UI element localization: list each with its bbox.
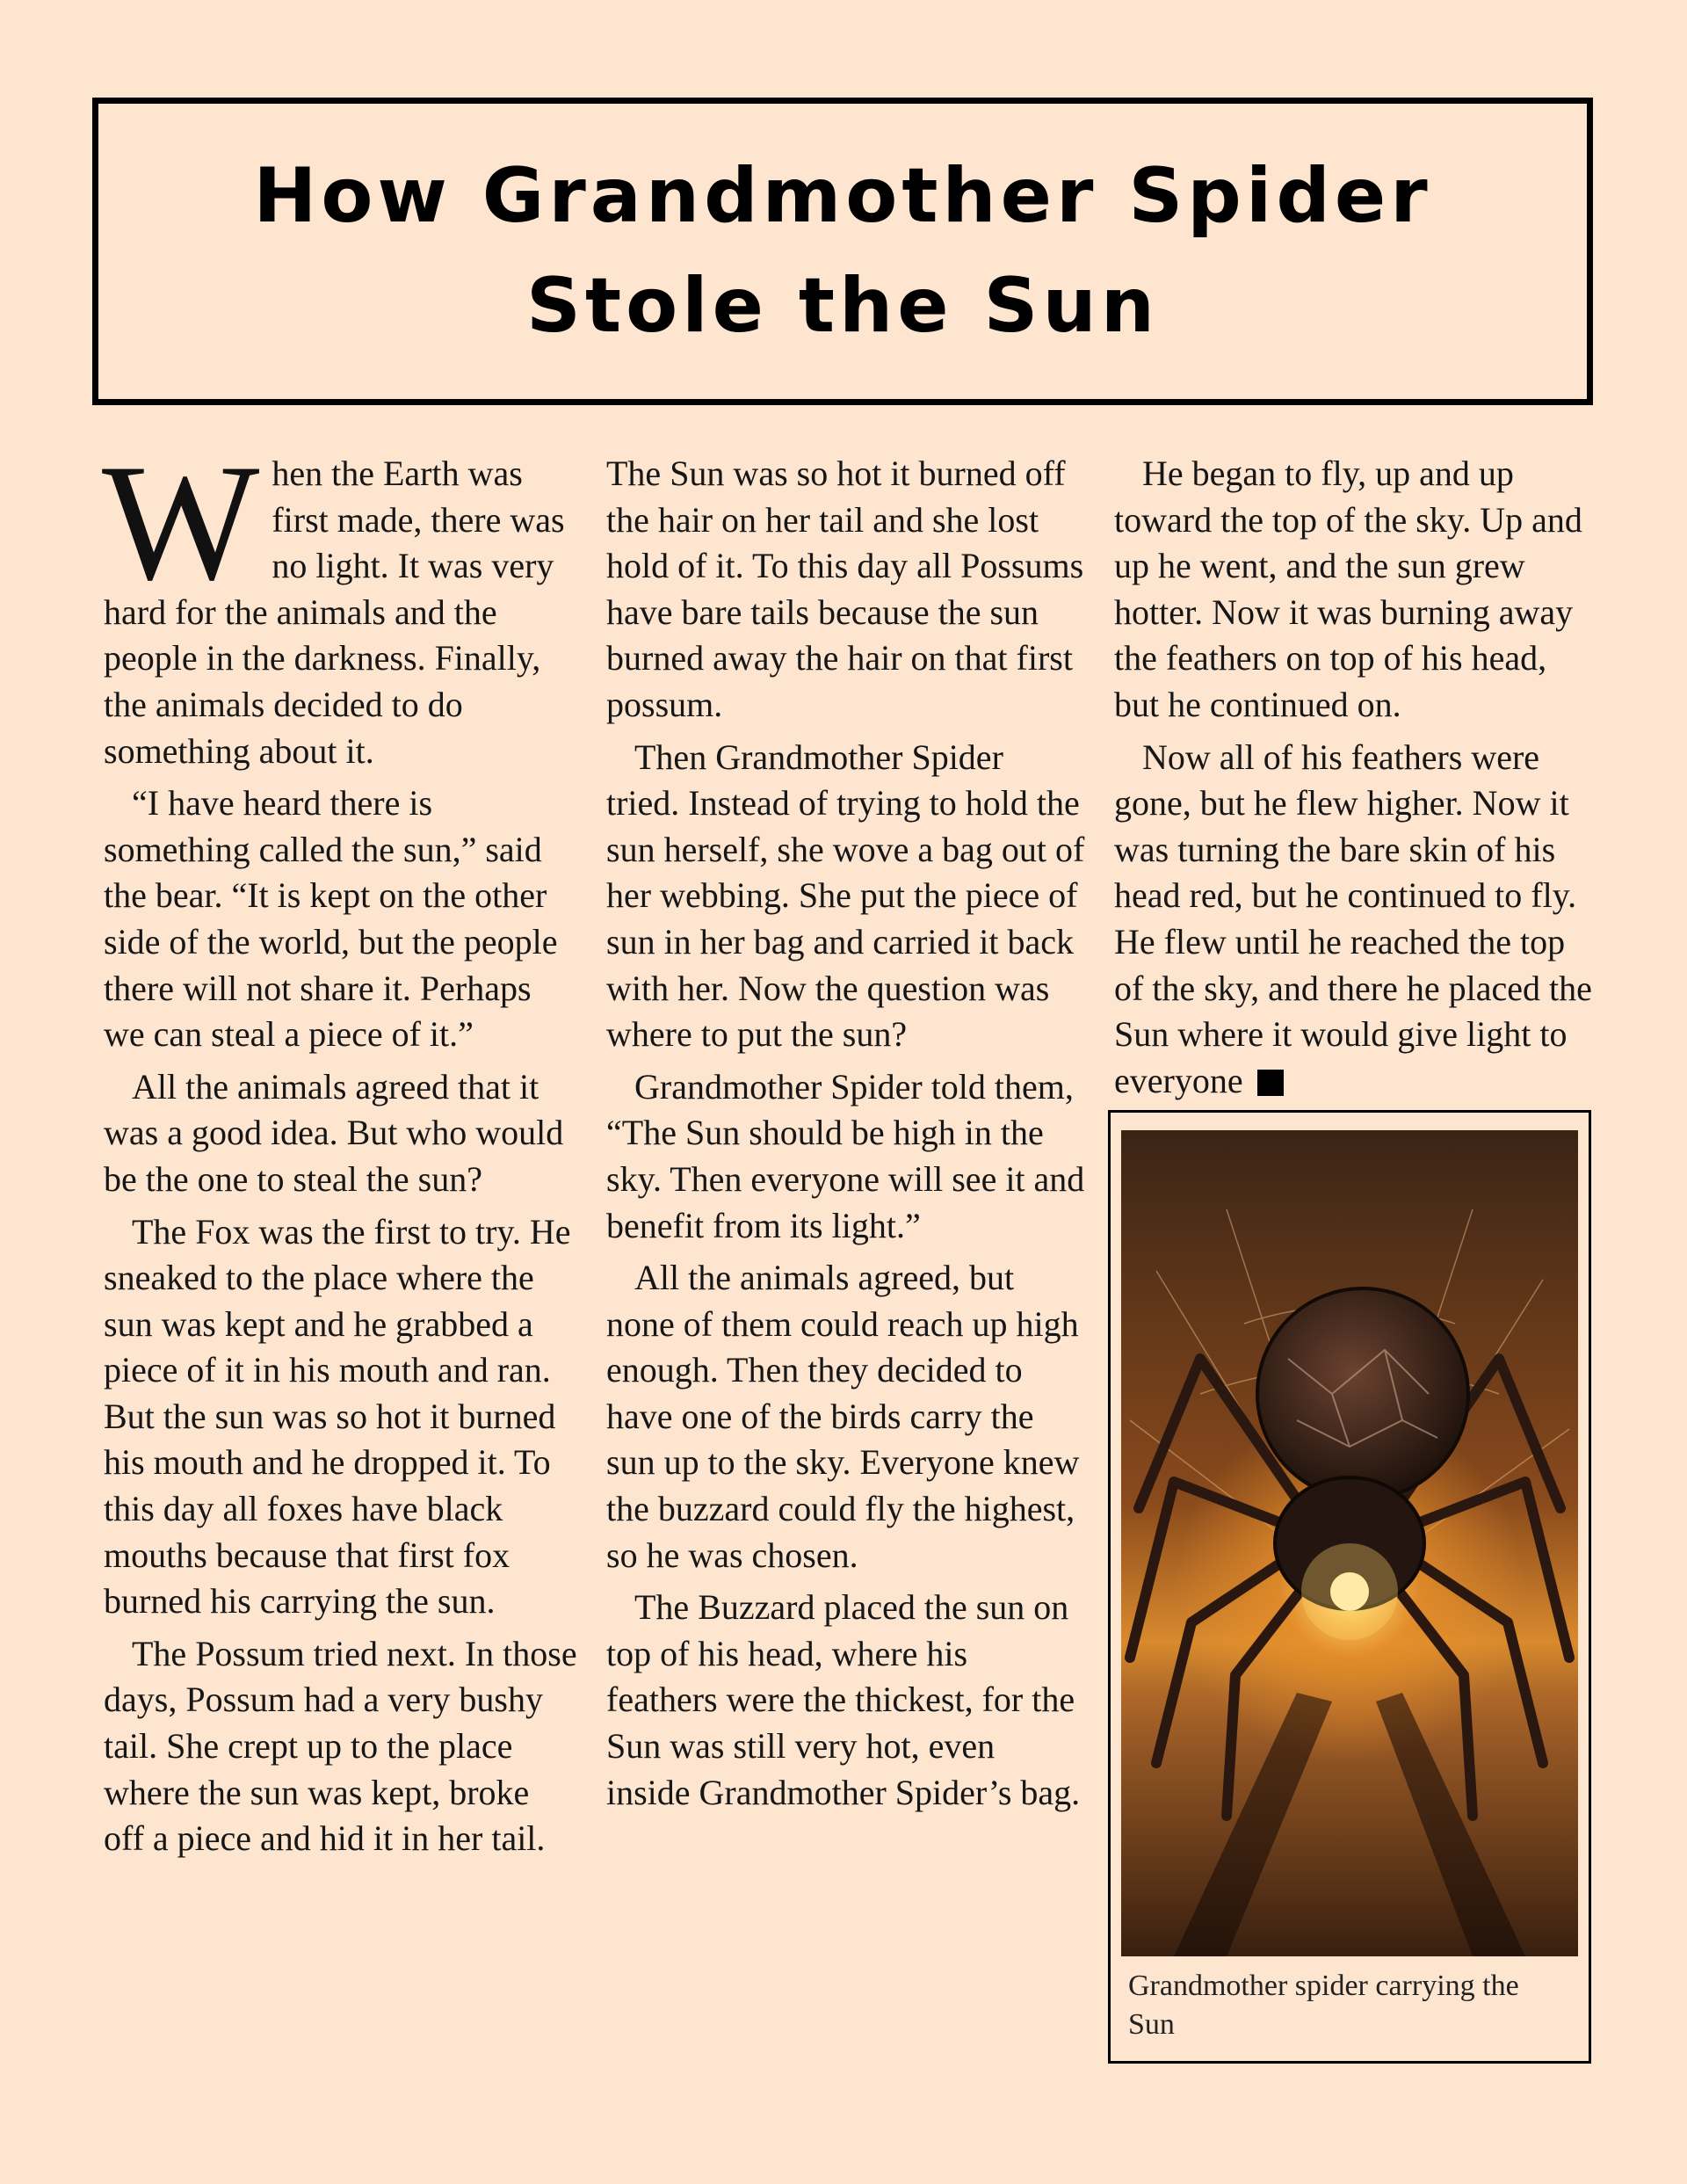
paragraph: Grandmother Spider told them, “The Sun should be high in the sky. Then everyone will see it and benefit from its light.” xyxy=(606,1066,1085,1245)
paragraph xyxy=(1114,735,1593,1105)
column-1 xyxy=(102,431,578,1868)
paragraph: “I have heard there is something called the sun,” said the bear. “It is kept on the other side of the world, but the people there will not share it. Perhaps we can steal a piece of it.” xyxy=(104,783,558,1055)
drop-cap: W xyxy=(102,431,260,615)
paragraph: The Fox was the first to try. He sneaked to the place where the sun was kept and he grabbed a piece of it in his mouth and ran. But the sun was so hot it burned his mouth and he dropped it. To this day all foxes have black mouths because that first fox burned his carrying the sun. xyxy=(104,1211,571,1622)
paragraph-text: hen the Earth was first made, there was no light. It was very hard for the animals and the people in the darkness. Finally, the animals decided to do something about it. xyxy=(104,453,565,771)
figure-box xyxy=(1108,1110,1591,2064)
spider-photo xyxy=(1121,1130,1578,1956)
column-2 xyxy=(606,451,1085,1822)
end-mark-icon xyxy=(1257,1070,1284,1096)
title-line-2: Stole the Sun xyxy=(526,262,1159,350)
paragraph: All the animals agreed that it was a good idea. But who would be the one to steal the sun? xyxy=(104,1066,564,1199)
paragraph: The Sun was so hot it burned off the hair on her tail and she lost hold of it. To this day all Possums have bare tails because the sun burned away the hair on that first possum. xyxy=(606,453,1084,724)
paragraph: He began to fly, up and up toward the top of the sky. Up and up he went, and the sun grew hotter. Now it was burning away the feathers on top of his head, but he continued on. xyxy=(1114,453,1582,724)
paragraph-text: Now all of his feathers were gone, but he flew higher. Now it was turning the bare skin of his head red, but he continued to fly. He flew until he reached the top of the sky, and there he placed the Sun where it would give light to everyone xyxy=(1114,736,1592,1100)
figure-caption: Grandmother spider carrying the Sun xyxy=(1128,1970,1519,2041)
spider-sun-illustration xyxy=(1121,1130,1578,1956)
title-box xyxy=(92,98,1593,405)
article-title xyxy=(253,141,1431,361)
paragraph xyxy=(102,431,578,774)
title-line-1: How Grandmother Spider xyxy=(253,152,1432,240)
paragraph: The Buzzard placed the sun on top of his head, where his feathers were the thickest, for the Sun was still very hot, even inside Grandmother Spider’s bag. xyxy=(606,1587,1081,1812)
column-3 xyxy=(1114,451,1593,1110)
paragraph: The Possum tried next. In those days, Possum had a very bushy tail. She crept up to the place where the sun was kept, broke off a piece and hid it in her tail. xyxy=(104,1633,577,1859)
paragraph: All the animals agreed, but none of them could reach up high enough. Then they decided to have one of the birds carry the sun up to the sky. Everyone knew the buzzard could fly the highest, so he was chosen. xyxy=(606,1258,1080,1575)
paragraph: Then Grandmother Spider tried. Instead of trying to hold the sun herself, she wove a bag out of her webbing. She put the piece of sun in her bag and carried it back with her. Now the question was where to put the sun? xyxy=(606,736,1085,1055)
